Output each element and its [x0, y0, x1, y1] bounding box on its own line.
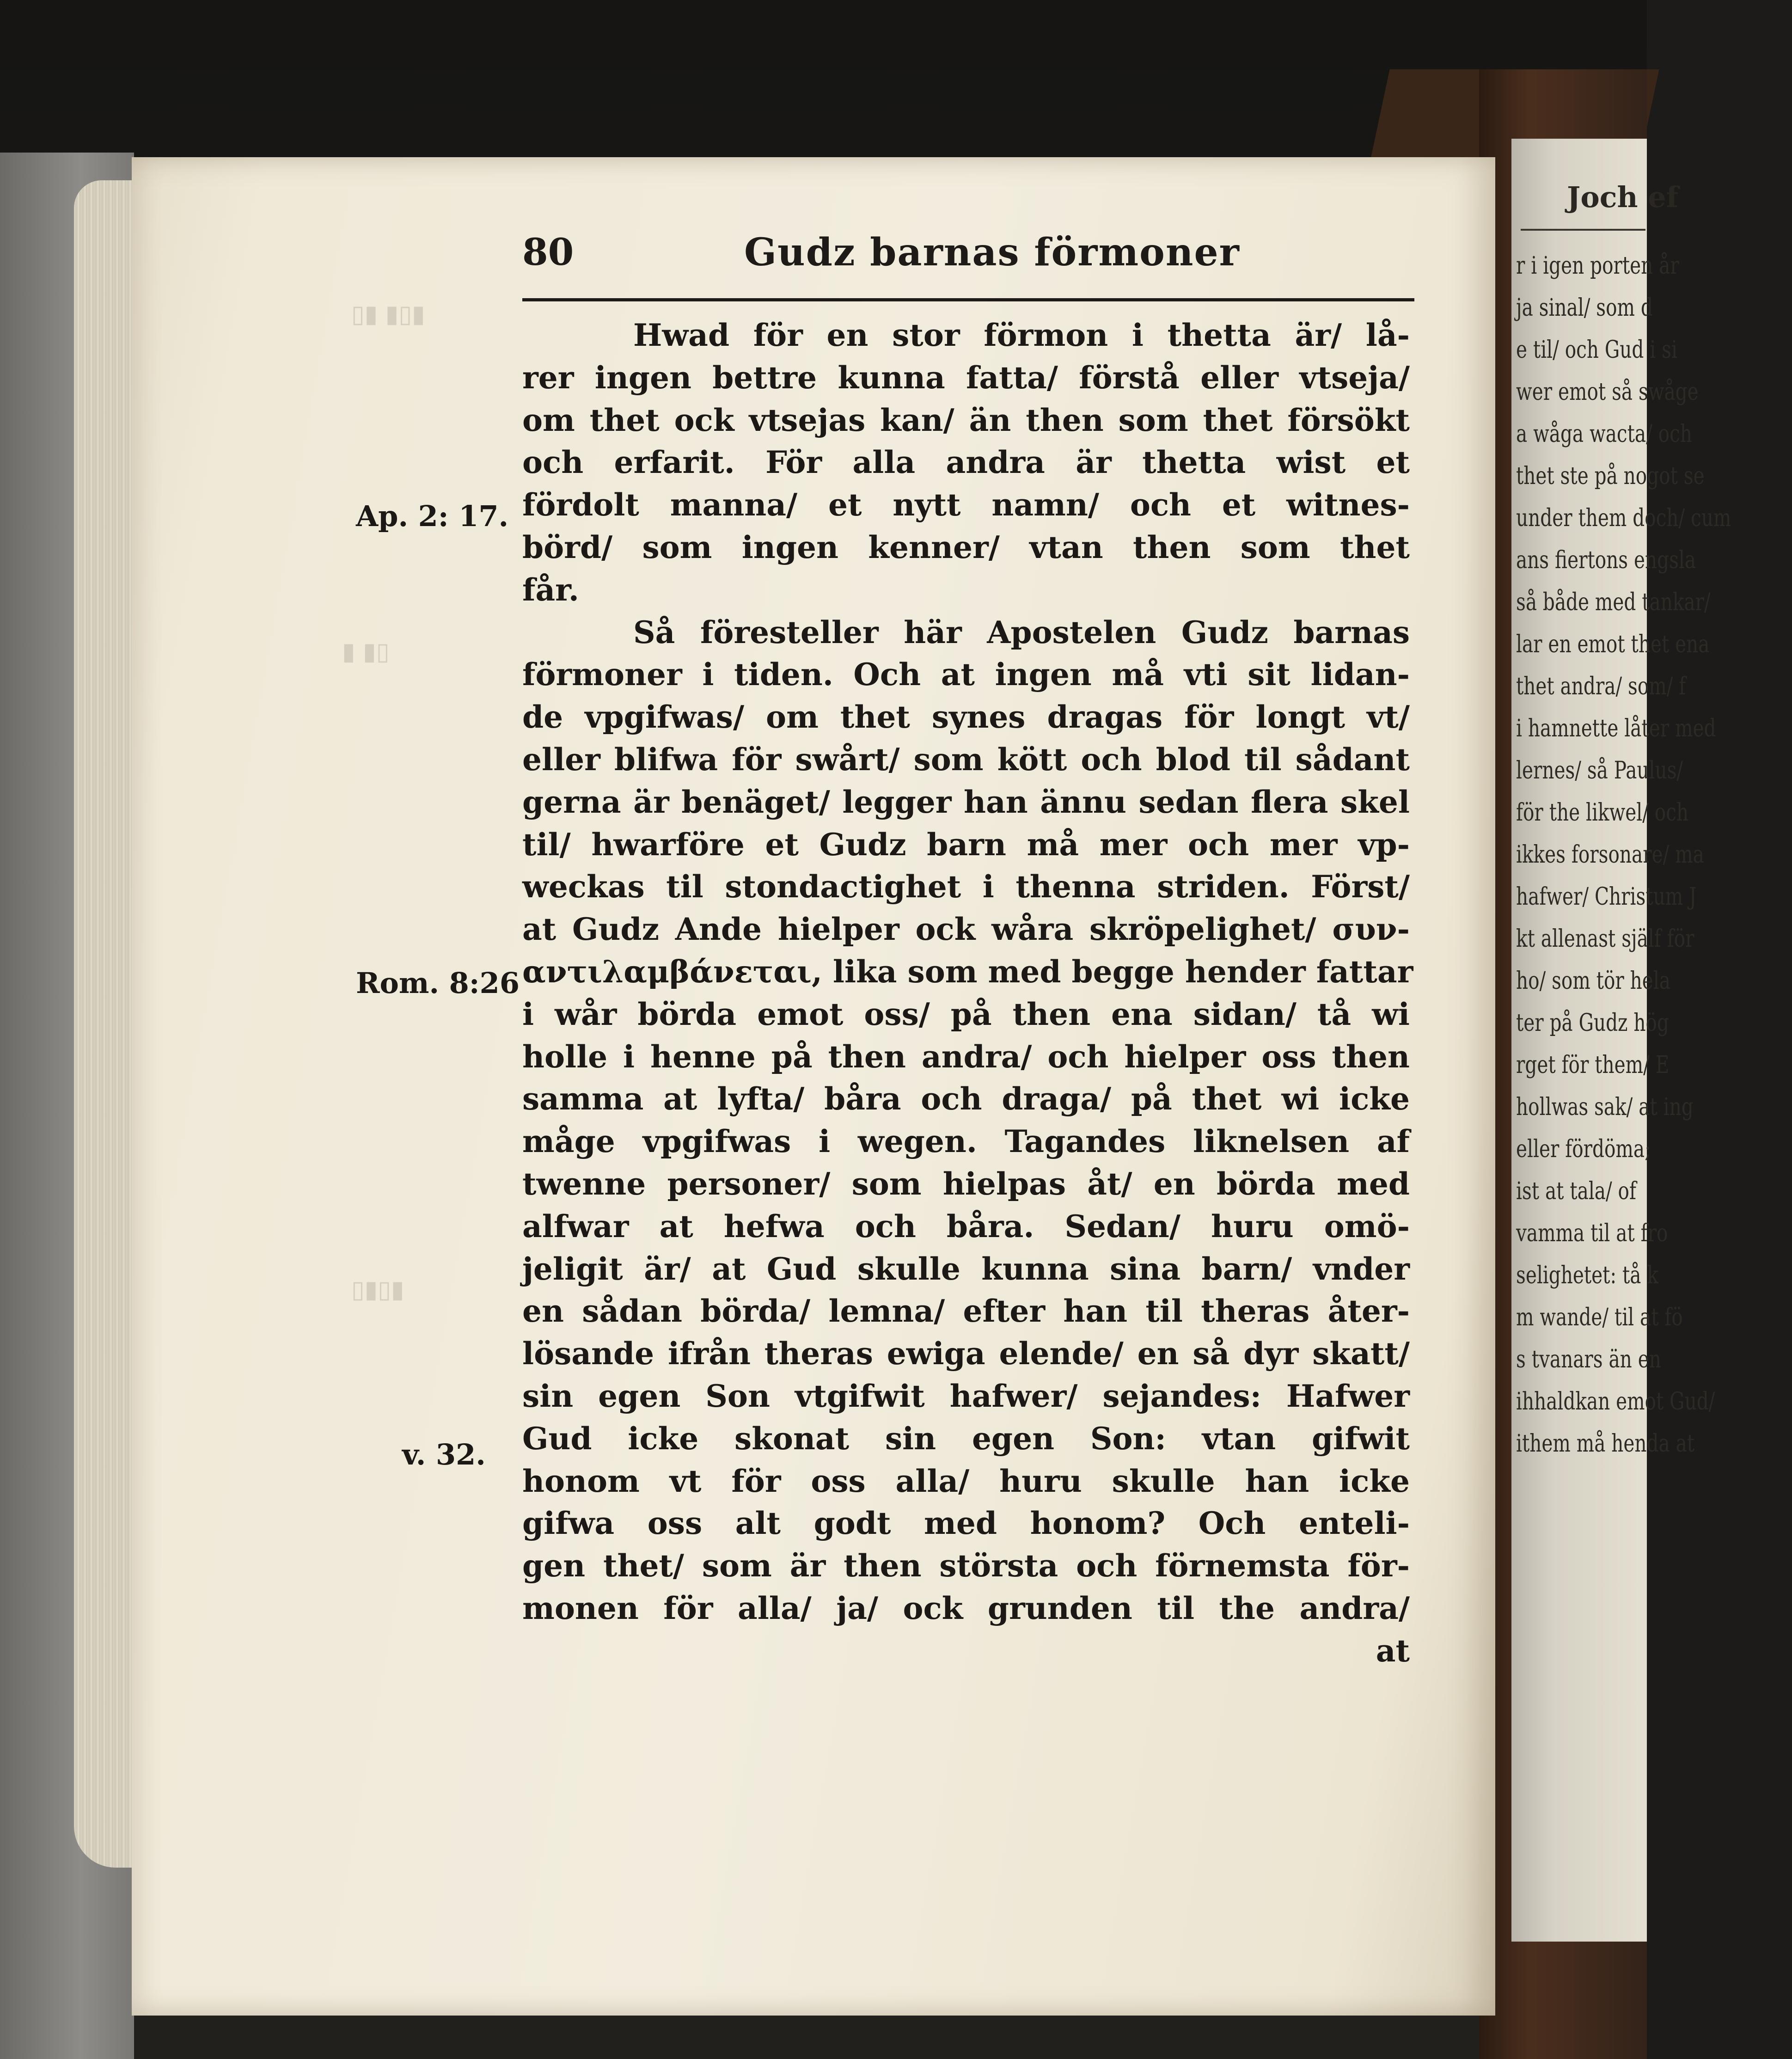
- bleed-through-mark: ▯▮ ▮: [342, 638, 390, 666]
- facing-page: [1511, 139, 1731, 1942]
- facing-page-line: m wande/ til at fö: [1516, 1304, 1683, 1331]
- margin-note-v32: v. 32.: [402, 1438, 486, 1471]
- facing-page-line: thet ste på nogot se: [1516, 462, 1705, 490]
- text-line: samma at lyfta/ båra och draga/ på thet wi icke: [522, 1081, 1410, 1117]
- facing-page-line: ist at tala/ of: [1516, 1177, 1636, 1205]
- text-line: monen för alla/ ja/ ock grunden til the andra/: [522, 1590, 1410, 1626]
- text-line: weckas til stondactighet i thenna striden. Först/: [522, 869, 1410, 905]
- facing-page-line: ter på Gudz hög: [1516, 1009, 1669, 1037]
- text-line: jeligit är/ at Gud skulle kunna sina barn/ vnder: [522, 1250, 1410, 1287]
- facing-page-line: ihhaldkan emot Gud/: [1516, 1388, 1715, 1416]
- bleed-through-mark: ▮▯▮▯: [351, 1276, 404, 1304]
- facing-page-line: e til/ och Gud i si: [1516, 336, 1677, 364]
- facing-page-line: lernes/ så Paulus/: [1516, 757, 1683, 784]
- margin-note-rom: Rom. 8:26: [356, 966, 520, 1000]
- facing-page-line: hollwas sak/ at ing: [1516, 1093, 1694, 1121]
- text-line: de vpgifwas/ om thet synes dragas för longt vt/: [522, 699, 1410, 735]
- text-line: en sådan börda/ lemna/ efter han til theras åter-: [522, 1293, 1410, 1330]
- facing-page-line: r i igen porten år: [1516, 252, 1679, 280]
- page-number: 80: [522, 230, 574, 274]
- text-line: lösande ifrån theras ewiga elende/ en så dyr skatt/: [522, 1336, 1410, 1372]
- facing-page-line: lar en emot thet ena: [1516, 631, 1710, 658]
- text-line: gerna är benäget/ legger han ännu sedan flera skel: [522, 784, 1410, 820]
- bleed-through-mark: ▮▯▮ ▮▯: [351, 300, 425, 328]
- text-line: förmoner i tiden. Och at ingen må vti sit lidan-: [522, 656, 1410, 693]
- facing-page-rule: [1521, 229, 1645, 231]
- text-line: om thet ock vtsejas kan/ än then som thet försökt: [522, 402, 1410, 438]
- facing-page-line: hafwer/ Christum J: [1516, 883, 1697, 911]
- catchword: at: [1376, 1632, 1410, 1669]
- text-line: alfwar at hefwa och båra. Sedan/ huru omö-: [522, 1208, 1410, 1244]
- text-line: holle i henne på then andra/ och hielper oss then: [522, 1038, 1410, 1075]
- text-line: Hwad för en stor förmon i thetta är/ lå-: [633, 317, 1410, 353]
- facing-page-line: wer emot så swåge: [1516, 378, 1699, 406]
- facing-page-line: ans fiertons engsla: [1516, 546, 1696, 574]
- facing-page-line: kt allenast själf för: [1516, 925, 1694, 953]
- facing-page-text: [1516, 245, 1792, 1465]
- facing-page-line: i hamnette låter med: [1516, 715, 1716, 742]
- text-line: börd/ som ingen kenner/ vtan then som thet: [522, 529, 1410, 565]
- margin-note-ap: Ap. 2: 17.: [356, 499, 509, 533]
- text-line: sin egen Son vtgifwit hafwer/ sejandes: Hafwer: [522, 1378, 1410, 1414]
- text-line: i wår börda emot oss/ på then ena sidan/ tå wi: [522, 996, 1410, 1032]
- facing-page-line: så både med tankar/: [1516, 588, 1711, 616]
- facing-page-line: ho/ som tör hela: [1516, 967, 1670, 995]
- facing-page-line: ja sinal/ som d: [1516, 294, 1653, 322]
- text-line: gen thet/ som är then största och förnemsta för-: [522, 1548, 1410, 1584]
- facing-page-line: a wåga wacta/ och: [1516, 420, 1692, 448]
- running-head: [522, 222, 1401, 282]
- text-line: och erfarit. För alla andra är thetta wist et: [522, 444, 1410, 481]
- text-line: eller blifwa för swårt/ som kött och blod til sådant: [522, 741, 1410, 778]
- header-rule: [522, 298, 1414, 301]
- text-line: at Gudz Ande hielper ock wåra skröpelighet/ συν-: [522, 911, 1410, 948]
- facing-page-line: ithem må henda at: [1516, 1430, 1695, 1458]
- text-line: honom vt för oss alla/ huru skulle han icke: [522, 1463, 1410, 1499]
- text-line: gifwa oss alt godt med honom? Och enteli-: [522, 1505, 1410, 1542]
- running-head-title: Gudz barnas förmoner: [744, 230, 1240, 275]
- text-line: måge vpgifwas i wegen. Tagandes liknelsen af: [522, 1123, 1410, 1160]
- text-line: Så föresteller här Apostelen Gudz barnas: [633, 614, 1410, 650]
- facing-page-line: s tvanars än en: [1516, 1346, 1661, 1373]
- text-line: til/ hwarföre et Gudz barn må mer och mer vp-: [522, 826, 1410, 863]
- facing-page-line: rget för them/ E: [1516, 1051, 1670, 1079]
- text-line: αντιλαμβάνεται, lika som med begge hender fattar: [522, 953, 1413, 990]
- facing-page-line: vamma til at fro: [1516, 1219, 1668, 1247]
- facing-page-line: thet andra/ som/ f: [1516, 673, 1686, 700]
- facing-page-line: selighetet: tå k: [1516, 1262, 1658, 1289]
- facing-page-line: eller fördöma;: [1516, 1135, 1651, 1163]
- facing-page-line: under them doch/ cum: [1516, 504, 1731, 532]
- text-line: fördolt manna/ et nytt namn/ och et witnes-: [522, 487, 1410, 523]
- text-line: Gud icke skonat sin egen Son: vtan gifwit: [522, 1420, 1410, 1457]
- text-line: rer ingen bettre kunna fatta/ förstå eller vtseja/: [522, 359, 1410, 396]
- body-text: [522, 314, 1413, 1673]
- facing-page-line: ikkes forsonare/ ma: [1516, 841, 1704, 869]
- text-line: får.: [522, 571, 579, 608]
- facing-page-line: för the likwel/ och: [1516, 799, 1689, 827]
- facing-page-head: Joch ef: [1567, 180, 1679, 214]
- text-line: twenne personer/ som hielpas åt/ en börda med: [522, 1165, 1410, 1202]
